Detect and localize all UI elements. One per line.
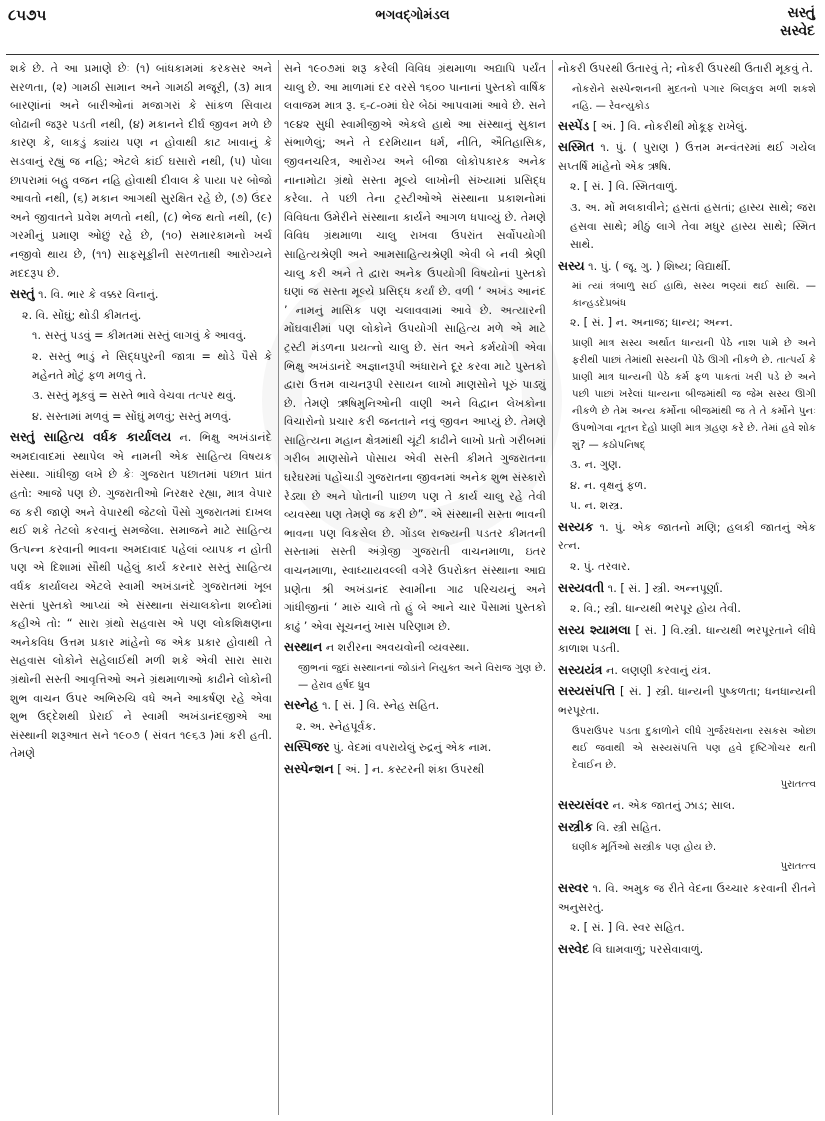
- definition-text: માં ત્યાં ત્રંબાળુ સઈ હાથિ, સસ્ય ભણ્યાં થઈ સાથિ. — કાન્હડદેપ્રબંધ: [572, 281, 816, 310]
- entry-text: [10, 60, 272, 283]
- definition-text: પુરાતત્ત્વ: [780, 778, 816, 790]
- definition-text: શકે છે. તે આ પ્રમાણે છેઃ (૧) બાંધકામમાં કરકસર અને સરળતા, (૨) ગામઠી સામાન અને ગામઠી મજૂરી, (૩) માત્ર બારણાંનાં અને બારીઓનાં મજાગરાં કે સાંકળ સિવાય લોઢાની જરૂર પડતી નથી, (૪) મકાનને દીર્ઘ જીવન મળે છે કારણ કે, લાકડું ક્યાંય પણ ન હોવાથી કાટ ખાવાનું કે સડવાનું રહ્યું જ નહિ; એટલે કાંઈ ઘસારો નથી, (૫) પોલા છાપરામાં બહુ વજન નહિ હોવાથી દીવાલ કે પાયા પર બોજો આવતો નથી, (૬) મકાન આગથી સુરક્ષિત રહે છે, (૭) ઉંદર અને જીવાતને પ્રવેશ મળતો નથી, (૮) ભેજ થતો નથી, (૯) ગરમીનું પ્રમાણ ઓછું રહે છે, (૧૦) સમારકામનો ખર્ચ નજીવો થાય છે, (૧૧) સાફસૂફીની સરળતાથી આરોગ્યને મદદરૂપ છે.: [10, 62, 272, 280]
- entry-text: [558, 178, 816, 197]
- headword: સસ્પિજર: [284, 739, 330, 755]
- definition-text: ૨. [ સં. ] ન. અનાજ; ધાન્ય; અન્ન.: [570, 316, 733, 330]
- column-left: [10, 60, 272, 766]
- dictionary-entry: [10, 285, 272, 305]
- headword: સસ્વેદ: [558, 940, 590, 956]
- entry-text: [558, 919, 816, 938]
- definition-text: ૨. વિ. સોંઘું; થોડી કીમતનું.: [22, 308, 142, 322]
- headword: સસ્યવતી: [558, 579, 605, 595]
- dictionary-entry: [558, 257, 816, 277]
- dictionary-entry: [284, 696, 546, 716]
- entry-text: [558, 839, 816, 856]
- definition-text: ૪. ન. વૃક્ષનું ફળ.: [570, 478, 647, 492]
- definition-text: ન. એક જાતનું ઝાડ; સાલ.: [608, 799, 736, 813]
- definition-text: ૧. [ સં. ] વિ. સ્નેહ સહિત.: [318, 699, 440, 712]
- dictionary-entry: [558, 796, 816, 816]
- headword: સસ્નેહ: [284, 697, 319, 712]
- dictionary-entry: [558, 117, 816, 137]
- page-number: ૮૫૭૫: [8, 6, 47, 24]
- entry-text: [10, 408, 272, 427]
- headword: સસ્પેન્શન: [284, 760, 334, 776]
- headword: સસ્પેંડ: [558, 117, 590, 133]
- definition-text: ૨. [ સં. ] વિ. સ્મિતવાળું.: [570, 180, 678, 194]
- dictionary-entry: [558, 138, 816, 176]
- entry-text: [10, 387, 272, 406]
- headword: સસ્મિત: [558, 139, 595, 155]
- headword: સસ્તું: [10, 286, 35, 302]
- definition-text: પ્રાણી માત્ર સસ્ય અર્થાત ધાન્યની પેઠે નાશ પામે છે અને ફરીથી પાછાં તેમાંથી સસ્યની પેઠે ઊગી નીકળે છે. તાત્પર્ય કે પ્રાણી માત્ર ધાન્યની પેઠે કર્મ ફળ પાકતાં ખરી પડે છે અને પછી પાછાં ખરેલાં ધાન્યના બીજમાંથી જ જેમ સસ્ય ઊગી નીકળે છે તેમ અન્ય કર્મોના બીજમાંથી જ તે તે કર્મોને પુનઃ ઉપભોગવા નૂતન દેહો પ્રાણી માત્ર ગ્રહણ કરે છે. તેમાં હવે શોક શું? — કઠોપનિષદ્: [572, 337, 816, 451]
- column-right: [558, 60, 816, 961]
- entry-text: [284, 718, 546, 737]
- definition-text: પું. વેદમાં વપરાયેલું રુદ્રનું એક નામ.: [329, 741, 492, 755]
- definition-text: [ અં. ] વિ. નોકરીથી મોકૂફ રાખેલું.: [589, 119, 748, 133]
- definition-text: ૨. [ સં. ] વિ. સ્વર સહિત.: [570, 921, 685, 935]
- headword: સસ્યસંપત્તિ: [558, 683, 616, 699]
- definition-text: વિ ઘામવાળું; પરસેવાવાળું.: [589, 942, 704, 956]
- entry-text: [284, 660, 546, 694]
- definition-text: જીભનાં જુદાં સસ્થાનનાં જોડાંને નિયુક્ત અને વિરાજ ગુણ છે. — હેરાવ હર્ષદ ધ્રુવ: [298, 663, 546, 691]
- definition-text: ૨. અ. સ્નેહપૂર્વક.: [296, 719, 377, 733]
- definition-text: ૨. પું. તરવાર.: [570, 559, 631, 573]
- headword: સસ્ય: [558, 257, 585, 273]
- entry-text: [558, 335, 816, 454]
- entry-text: [558, 477, 816, 496]
- definition-text: [ અં. ] ન. કસ્ટરની શંકા ઉપરથી: [333, 762, 485, 776]
- dictionary-entry: [284, 738, 546, 758]
- dictionary-entry: [558, 879, 816, 917]
- guide-words: [780, 4, 815, 40]
- dictionary-entry: [284, 638, 546, 658]
- headword: સસ્યક: [558, 518, 594, 534]
- definition-text: ન શરીરના અવયવોની વ્યવસ્થા.: [322, 641, 470, 655]
- definition-text: પુરાતત્ત્વ: [780, 861, 816, 873]
- entry-text: [558, 723, 816, 774]
- entry-text: [10, 307, 272, 326]
- dictionary-entry: [10, 428, 272, 764]
- definition-text: [ સં. ] સ્ત્રી. ધાન્યની પુષ્કળતા; ધનધાન્યની ભરપૂરતા.: [558, 685, 816, 718]
- definition-text: ૧. પું. ( જૂ. ગુ. ) શિષ્ય; વિદ્યાર્થી.: [584, 259, 731, 273]
- definition-text: ઘણીક મૂર્તિઓ સસ્ત્રીક પણ હોય છે.: [572, 842, 717, 854]
- definition-text: ૧. વિ. અમુક જ રીતે વેદના ઉચ્ચાર કરવાની રીતને અનુસરતું.: [558, 882, 816, 914]
- definition-text: ૧. વિ. ભાર કે વક્કર વિનાનું.: [34, 288, 159, 302]
- definition-text: ૧. [ સં. ] સ્ત્રી. અન્નપૂર્ણા.: [604, 581, 723, 595]
- definition-text: ૪. સસ્તામાં મળવું = સોંઘું મળવું; સસ્તું મળવું.: [32, 409, 232, 423]
- headword: સસ્તું સાહિત્ય વર્ધક કાર્યાલય: [10, 429, 172, 445]
- headword: સસ્વર: [558, 880, 589, 896]
- headword: સસ્યયંત્ર: [558, 661, 603, 677]
- column-divider: [552, 60, 553, 1115]
- entry-text: [558, 776, 816, 795]
- definition-text: સને ૧૯૦૭માં શરૂ કરેલી વિવિધ ગ્રંથમાળા અદ્યાપિ પર્યંત ચાલુ છે. આ માળામાં દર વરસે ૧૬૦૦ પાનાનાં પુસ્તકો વાર્ષિક લવાજમ માત્ર રૂ. ૬-૮-૦માં ઘેર બેઠાં આપવામાં આવે છે. સને ૧૯૪૨ સુધી સ્વામીજીએ એકલે હાથે આ સંસ્થાનું સુકાન સંભાળેલું; અને તે દરમિયાન ધર્મ, નીતિ, ઐતિહાસિક, જીવનચરિત્ર, આરોગ્ય અને બીજા લોકોપકારક અનેક નાનામોટા ગ્રંથો સસ્તા મૂલ્યે લાખોની સંખ્યામાં પ્રસિદ્ધ કરેલા. તે પછી તેના ટ્રસ્ટીઓએ સંસ્થાના પ્રકાશનોમાં વિવિધતા ઉમેરીને સંસ્થાના કાર્યને આગળ ધપાવ્યું છે. તેમણે વિવિધ ગ્રંથમાળા ચાલુ રાખવા ઉપરાંત સર્વોપયોગી સાહિત્યશ્રેણી અને આમસાહિત્યશ્રેણી એવી બે નવી શ્રેણી ચાલુ કરી અને તે દ્વારા અનેક ઉપયોગી વિષયોનાં પુસ્તકો ઘણાં જ સસ્તા મૂલ્યે પ્રસિદ્ધ કર્યાં છે. વળી ‘ અખંડ આનંદ ’ નામનું માસિક પણ ચલાવવામાં આવે છે. અત્યારની મોંઘવારીમાં પણ લોકોને ઉપયોગી સાહિત્ય મળે એ માટે ટ્રસ્ટી મંડળના પ્રયત્નો ચાલુ છે. સંત અને કર્મયોગી એવા ભિક્ષુ અખંડાનંદે અજ્ઞાનરૂપી અંધારાને દૂર કરવા માટે પુસ્તકો દ્વારા ઉત્તમ વાચનરૂપી રસાયન લાખો માણસોને પૂરું પાડ્યું છે. તેમણે ઋષિમુનિઓની વાણી અને વિદ્વાન લેખકોના વિચારોનો પ્રચાર કરી જનતાને નવું જીવન આપ્યું છે. તેમણે સાહિત્યના મહાન ક્ષેત્રમાંથી ચૂંટી કાઢીને લાખો પ્રતો ગરીબમાં ગરીબ માણસોને પોસાય એવી સસ્તી કીમતે ગુજરાતના ઘરેઘરમાં પહોંચાડી ગુજરાતના જીવનમાં અનેક શુભ સંસ્કારો રેડ્યા છે અને પોતાની પાછળ પણ તે કાર્ય ચાલુ રહે તેવી વ્યવસ્થા પણ તેમણે જ કરી છે”. એ સંસ્થાની સસ્તા ભાવની ભાવના પણ વિકસેલ છે. ગોંડલ રાજ્યની પડતર કીમતની સસ્તામાં સસ્તી અંગ્રેજી ગુજરાતી વાચનમાળા, ઇતર વાચનમાળા, સ્વાધ્યાયવલ્લી વગેરે ઉપરોક્ત સંસ્થાના આદ્ય પ્રણેતા શ્રી અખંડાનંદ સ્વામીના ગાઢ પરિચયનું અને ગાંધીજીનાં ‘ મારું ચાલે તો હું બે આને ચાર પૈસામાં પુસ્તકો કાઢું ’ એવા સૂચનનું ખાસ પરિણામ છે.: [284, 62, 546, 633]
- definition-text: ન. લણણી કરવાનું યંત્ર.: [602, 663, 712, 677]
- entry-text: [558, 497, 816, 516]
- dictionary-entry: [558, 682, 816, 720]
- headword: સસ્ત્રીક: [558, 818, 593, 834]
- entry-text: [558, 600, 816, 619]
- definition-text: ૩. અ. મોં મલકાવીને; હસતાં હસતાં; હાસ્ય સાથે; જરા હસવા સાથે; મીઠું લાગે તેવા મધુર હાસ્ય સાથે; સ્મિત સાથે.: [570, 200, 816, 252]
- entry-text: [10, 348, 272, 385]
- definition-text: ઉપરાઉપર પડતા દુકાળોને લીધે ગુર્જરધરાના રસકસ ઓછા થઈ જવાથી એ સસ્યસંપત્તિ પણ હવે દૃષ્ટિગોચર થતી દેવાઈન છે.: [572, 725, 816, 771]
- entry-text: [558, 558, 816, 577]
- entry-text: [558, 456, 816, 475]
- dictionary-entry: [558, 579, 816, 599]
- page-title: ભગવદ્ગોમંડલ: [375, 8, 450, 23]
- definition-text: નોકરોને સસ્પેન્શનની મુદતનો પગાર બિલકુલ મળી શકશે નહિ. — રેવન્યુકોડ: [572, 83, 816, 112]
- definition-text: ૨. વિ.; સ્ત્રી. ધાન્યથી ભરપૂર હોય તેવી.: [570, 602, 741, 616]
- entry-text: [558, 199, 816, 255]
- header-rule: [6, 54, 819, 55]
- definition-text: ૧. સસ્તું પડવું = કીમતમાં સસ્તું લાગવું કે આવવું.: [32, 329, 247, 343]
- definition-text: ૩. સસ્તું મૂકવું = સસ્તે ભાવે વેચવા તત્પર થવું.: [32, 389, 237, 403]
- guide-word-first: સસ્તું: [787, 5, 815, 21]
- headword: સસ્થાન: [284, 639, 323, 655]
- headword: સસ્ય શ્યામલા: [558, 621, 631, 637]
- column-divider: [278, 60, 279, 1115]
- dictionary-entry: [558, 518, 816, 556]
- entry-text: [558, 60, 816, 79]
- definition-text: [ સં. ] વિ.સ્ત્રી. ધાન્યથી ભરપૂરતાને લીધે કાળાશ પડતી.: [558, 623, 816, 656]
- entry-text: [284, 60, 546, 636]
- entry-text: [558, 314, 816, 333]
- definition-text: ૩. ન. ગુણ.: [570, 457, 622, 471]
- dictionary-entry: [284, 760, 546, 780]
- entry-text: [10, 327, 272, 346]
- definition-text: વિ. સ્ત્રી સહિત.: [592, 820, 662, 834]
- definition-text: ૧. પું. એક જાતનો મણિ; હલકી જાતનું એક રત્ન.: [558, 520, 816, 553]
- entry-text: [558, 81, 816, 115]
- dictionary-entry: [558, 621, 816, 659]
- dictionary-entry: [558, 818, 816, 838]
- headword: સસ્યસંવર: [558, 797, 609, 813]
- dictionary-entry: [558, 661, 816, 681]
- definition-text: ૫. ન. શસ્ત્ર.: [570, 499, 624, 513]
- dictionary-entry: [558, 940, 816, 960]
- definition-text: ૨. સસ્તું ભાડું ને સિદ્ધપુરની જાત્રા = થોડે પૈસે કે મહેનતે મોટું ફળ મળવું તે.: [32, 349, 272, 382]
- entry-text: [558, 278, 816, 312]
- definition-text: ન. ભિક્ષુ અખંડાનંદે અમદાવાદમાં સ્થાપેલ એ નામની એક સાહિત્ય વિષયક સંસ્થા. ગાંધીજી લખે છે કેઃ ગુજરાત પછાતમાં પછાત પ્રાંત હતો: આજે પણ છે. ગુજરાતીઓ નિરક્ષર રહ્યા, માત્ર વેપાર જ કરી જાણે અને વેપારથી જેટલો પૈસો ગુજરાતમાં દાખલ થઈ શકે તેટલો કરવાનું સમજેલા. સમાજને માટે સાહિત્ય ઉત્પન્ન કરવાની ભાવના અમદાવાદ પહેલાં વ્યાપક ન હોતી પણ એ દિશામાં સૌથી પહેલું કાર્ય કરનાર સસ્તું સાહિત્ય વર્ધક કાર્યાલય એટલે સ્વામી અખંડાનંદે ગુજરાતમાં ખૂબ સસ્તાં પુસ્તકો આપ્યાં એ સંસ્થાના સંચાલકોના શબ્દોમાં કહીએ તો: “ સારા ગ્રંથો સહવાસ એ પણ લોકશિક્ષણના અનેકવિધ ઉત્તમ પ્રકાર માંહેનો જ એક પ્રકાર હોવાથી તે સહવાસ લોકોને સહેલાઈથી મળી શકે એવી સારા સારા ગ્રંથોની સસ્તી આવૃત્તિઓ અને ગ્રંથમાળાઓ કાઢીને લોકોની શુભ વાચન ઉપર અભિરુચિ વધે અને આકર્ષણ રહે એવા શુભ ઉદ્દેશથી પ્રેરાઈ ને સ્વામી અખંડાનંદજીએ આ સંસ્થાની શરૂઆત સને ૧૯૦૭ ( સંવત ૧૯૬૩ )માં કરી હતી. તેમણે: [10, 431, 272, 761]
- definition-text: નોકરી ઉપરથી ઉતારવું તે; નોકરી ઉપરથી ઉતારી મૂકવું તે.: [558, 62, 813, 75]
- definition-text: ૧. પું. ( પુરાણ ) ઉત્તમ મન્વંતરમાં થઈ ગયેલ સપ્તર્ષિ માંહેનો એક ઋષિ.: [558, 141, 816, 173]
- column-middle: [284, 60, 546, 781]
- entry-text: [558, 858, 816, 877]
- guide-word-last: સસ્વેદ: [780, 23, 815, 39]
